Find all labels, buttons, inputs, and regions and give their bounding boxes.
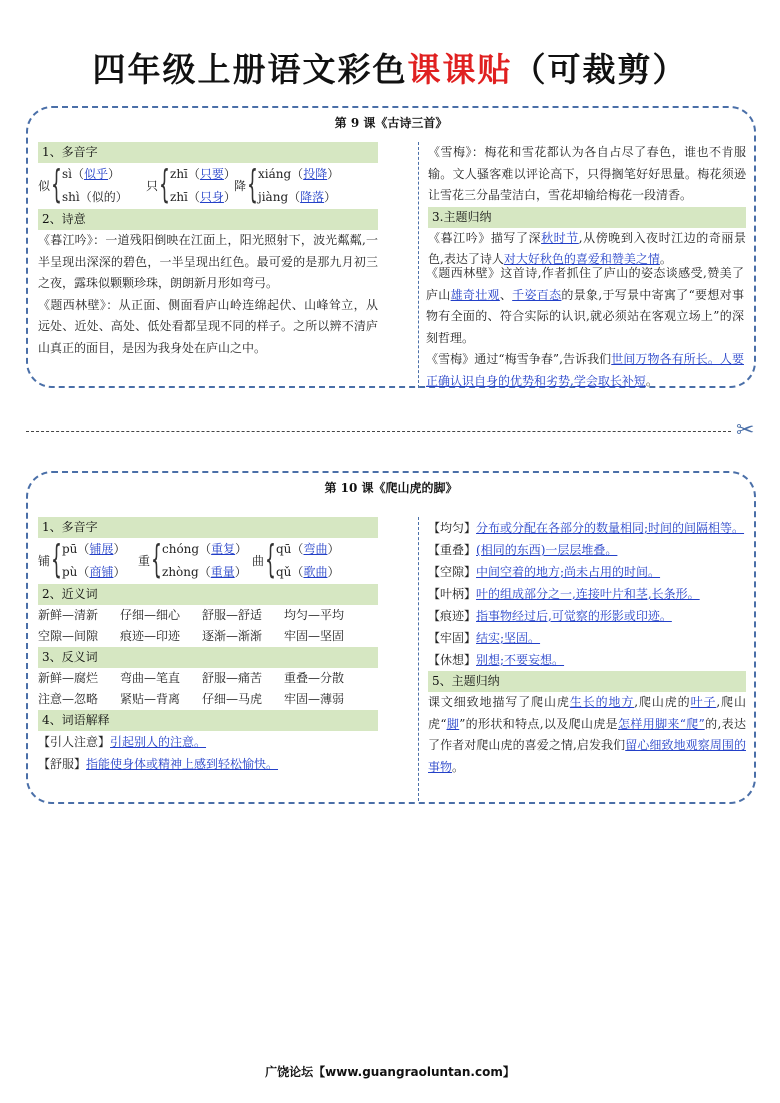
synonym-row: 新鲜—清新 仔细—细心 舒服—舒适 均匀—平均 bbox=[38, 608, 345, 622]
poem-meaning: 《雪梅》：梅花和雪花都认为各自占尽了春色，谁也不肯服输。文人骚客难以评论高下，只得搁笔好好思量。梅花须逊让雪花三分晶莹洁白，雪花却输给梅花一段清香。 bbox=[428, 145, 746, 202]
word-explanation: 【舒服】指能使身体或精神上感到轻松愉快。 bbox=[38, 757, 279, 771]
antonym-row: 注意—忽略 紧贴—背离 仔细—马虎 牢固—薄弱 bbox=[38, 692, 345, 706]
column-divider bbox=[418, 142, 419, 388]
section-heading: 5、主题归纳 bbox=[428, 671, 746, 692]
lesson10-card bbox=[26, 471, 756, 804]
lesson9-right bbox=[428, 142, 746, 271]
antonym-row: 新鲜—腐烂 弯曲—笔直 舒服—痛苦 重叠—分散 bbox=[38, 671, 345, 685]
lesson9-left bbox=[38, 142, 378, 359]
word-explanation: 【重叠】(相同的东西)一层层堆叠。 bbox=[428, 543, 618, 557]
section-heading: 4、词语解释 bbox=[38, 710, 378, 731]
word-explanation: 【空隙】中间空着的地方;尚未占用的时间。 bbox=[428, 565, 661, 579]
column-divider bbox=[418, 517, 419, 801]
theme-paragraph: 课文细致地描写了爬山虎生长的地方,爬山虎的叶子,爬山虎“脚”的形状和特点,以及爬山虎是怎样用脚来“爬”的,表达了作者对爬山虎的喜爱之情,启发我们留心细致地观察周围的事物。 bbox=[428, 695, 746, 774]
footer: 广饶论坛【www.guangraoluntan.com】 bbox=[265, 1065, 515, 1079]
word-explanation: 【叶柄】叶的组成部分之一,连接叶片和茎,长条形。 bbox=[428, 587, 700, 601]
cut-line bbox=[26, 431, 731, 432]
section-heading: 2、诗意 bbox=[38, 209, 378, 230]
poem-meaning: 《暮江吟》：一道残阳倒映在江面上，阳光照射下，波光粼粼,一半呈现出深深的碧色，一半呈现出红色。最可爱的是那九月初三之夜，露珠似颗颗珍珠，朗朗新月形如弯弓。 bbox=[38, 233, 378, 290]
polyphone-group: 铺 { pū（铺展） pù（商铺） 重 { chóng（重复） zhòng（重量） 曲 { qū（弯曲） qǔ（歌曲） bbox=[38, 537, 340, 581]
word-explanation: 【牢固】结实;坚固。 bbox=[428, 631, 541, 645]
section-heading: 3.主题归纳 bbox=[428, 207, 746, 228]
section-heading: 1、多音字 bbox=[38, 517, 378, 538]
polyphone-group: 似 { sì（似乎） shì（似的） 只 { zhī（只要） zhī（只身） 降 { xiáng（投降） jiàng（降落） bbox=[38, 162, 340, 206]
word-explanation: 【休想】别想;不要妄想。 bbox=[428, 653, 565, 667]
lesson9-title: 第 9 课《古诗三首》 bbox=[334, 116, 448, 130]
section-heading: 2、近义词 bbox=[38, 584, 378, 605]
poem-meaning: 《题西林壁》：从正面、侧面看庐山岭连绵起伏、山峰耸立，从远处、近处、高处、低处看都呈现不同的样子。之所以辨不清庐山真正的面目，是因为我身处在庐山之中。 bbox=[38, 297, 378, 355]
lesson10-right bbox=[428, 517, 746, 778]
lesson10-left bbox=[38, 517, 378, 775]
theme-paragraph: 《雪梅》通过“梅雪争春”,告诉我们世间万物各有所长。人要正确认识自身的优势和劣势,学会取长补短。 bbox=[426, 352, 744, 388]
lesson9-right-extra bbox=[426, 263, 744, 392]
word-explanation: 【引人注意】引起别人的注意。 bbox=[38, 735, 207, 749]
word-explanation: 【均匀】分布或分配在各部分的数量相同;时间的间隔相等。 bbox=[428, 521, 745, 535]
synonym-row: 空隙—间隙 痕迹—印迹 逐渐—渐渐 牢固—坚固 bbox=[38, 629, 345, 643]
page-title: 四年级上册语文彩色课课贴（可裁剪） bbox=[92, 50, 688, 89]
word-explanation: 【痕迹】指事物经过后,可觉察的形影或印迹。 bbox=[428, 609, 672, 623]
section-heading: 1、多音字 bbox=[38, 142, 378, 163]
theme-paragraph: 《暮江吟》描写了深秋时节,从傍晚到入夜时江边的奇丽景色,表达了诗人对大好秋色的喜爱和赞美之情。 bbox=[428, 230, 746, 266]
theme-paragraph: 《题西林壁》这首诗,作者抓住了庐山的姿态谈感受,赞美了庐山雄奇壮观、千姿百态的景象,于写景中寄寓了“要想对事物有全面的、符合实际的认识,就必须站在客观立场上”的深刻哲理。 bbox=[426, 266, 744, 345]
scissors-icon: ✂ bbox=[736, 418, 755, 443]
section-heading: 3、反义词 bbox=[38, 647, 378, 668]
lesson10-title: 第 10 课《爬山虎的脚》 bbox=[324, 481, 458, 495]
